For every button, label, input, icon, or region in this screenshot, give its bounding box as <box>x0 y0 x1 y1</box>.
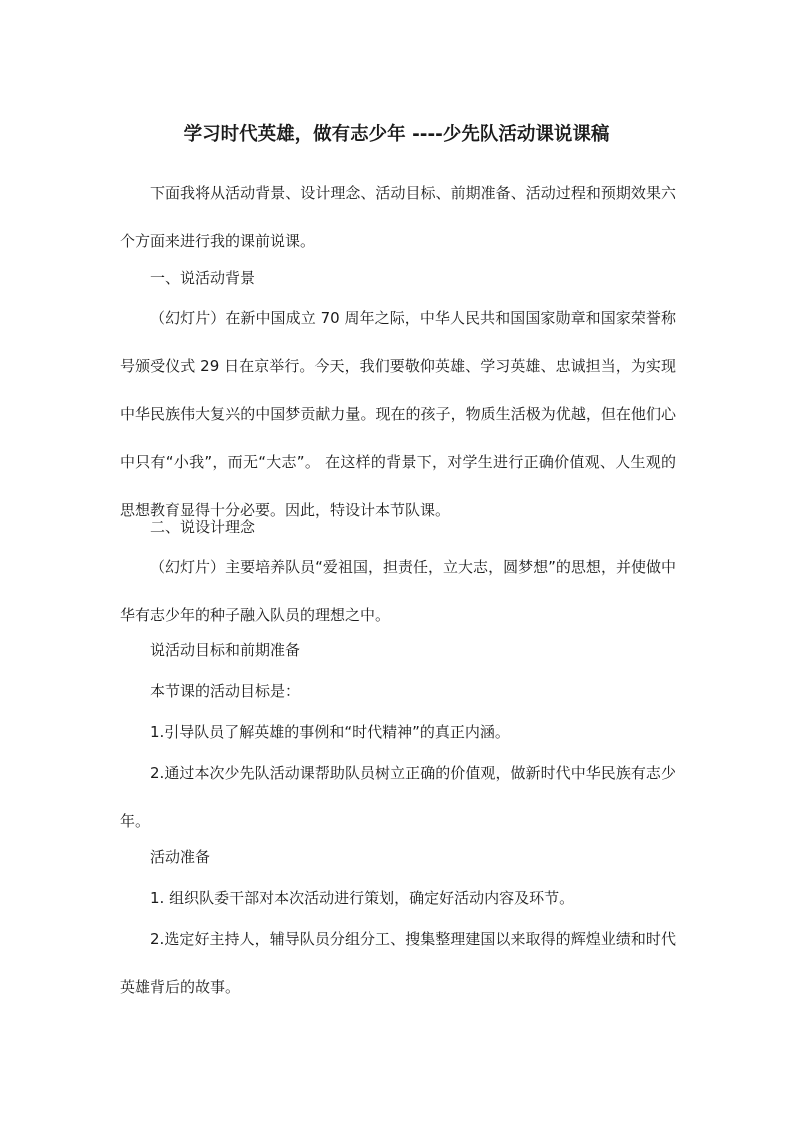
paragraph-background: （幻灯片）在新中国成立 70 周年之际，中华人民共和国国家勋章和国家荣誉称号颁受仪式 29 日在京举行。今天，我们要敬仰英雄、学习英雄、忠诚担当，为实现中华民族伟大复兴的中国梦贡献力量。现在的孩子，物质生活极为优越，但在他们心中只有“小我”，而无“大志”。 在这样的背景下，对学生进行正确价值观、人生观的思想教育显得十分必要。因此，特设计本节队课。 <box>120 309 676 519</box>
paragraph-goals-intro: 本节课的活动目标是： <box>150 682 301 700</box>
goal-item-2: 2.通过本次少先队活动课帮助队员树立正确的价值观，做新时代中华民族有志少年。 <box>120 764 676 830</box>
preparation-item-1: 1. 组织队委干部对本次活动进行策划，确定好活动内容及环节。 <box>150 889 575 907</box>
preparation-item-2: 2.选定好主持人，辅导队员分组分工、搜集整理建国以来取得的辉煌业绩和时代英雄背后的故事。 <box>120 930 676 996</box>
document-title: 学习时代英雄，做有志少年 ----少先队活动课说课稿 <box>183 124 610 145</box>
goal-item-1: 1.引导队员了解英雄的事例和“时代精神”的真正内涵。 <box>150 723 510 741</box>
paragraph-design-concept: （幻灯片）主要培养队员“爱祖国，担责任，立大志，圆梦想”的思想，并使做中华有志少年的种子融入队员的理想之中。 <box>120 558 676 624</box>
heading-design-concept: 二、说设计理念 <box>150 518 256 536</box>
heading-activity-background: 一、说活动背景 <box>150 269 256 287</box>
paragraph-intro: 下面我将从活动背景、设计理念、活动目标、前期准备、活动过程和预期效果六个方面来进行我的课前说课。 <box>120 184 676 250</box>
heading-goals-and-preparation: 说活动目标和前期准备 <box>150 641 301 659</box>
heading-activity-preparation: 活动准备 <box>150 848 211 866</box>
